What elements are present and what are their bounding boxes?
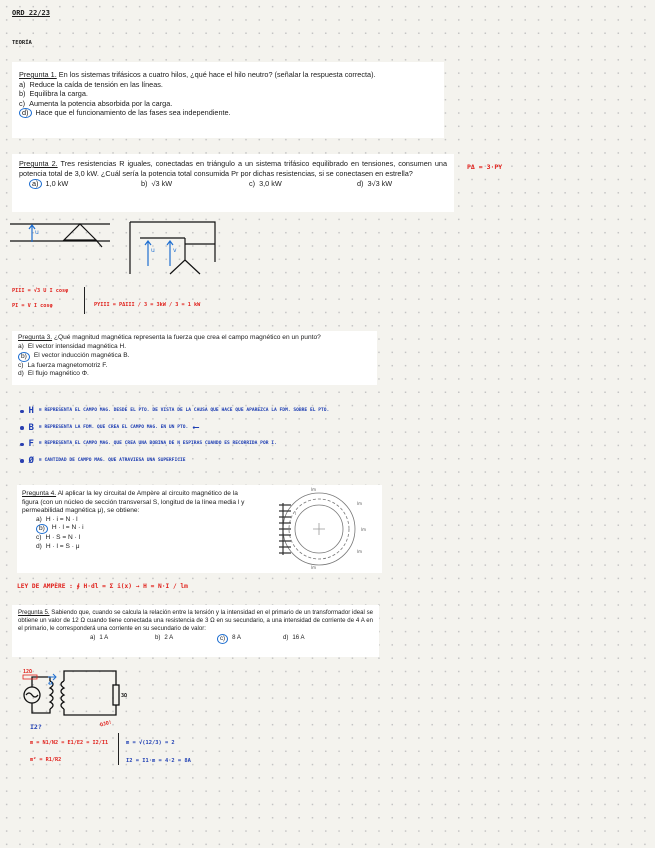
q4-option-a: a) H · i = N · l	[36, 515, 78, 523]
q5-r-primary: 12Ω	[23, 669, 33, 675]
q2-formula-three-phase: PIII = √3 U I cosφ	[12, 288, 69, 294]
question-2-card	[12, 154, 454, 212]
q5-ratio-1: m = N1/N2 = E1/E2 = I2/I1	[30, 740, 109, 746]
svg-text:lm: lm	[311, 487, 317, 492]
q5-unknown: I2?	[30, 723, 42, 731]
q4-magnetic-core-figure	[269, 487, 377, 571]
q3-note-h: H ≡ REPRESENTA EL CAMPO MAG. DESDE EL PTO. DE VISTA DE LA CAUSA QUE HACE QUE APAREZCA LA FDM. SOBRE EL PTO.	[20, 403, 329, 420]
q3-note-f: F ≡ REPRESENTA EL CAMPO MAG. QUE CREA UNA BOBINA DE N ESPIRAS CUANDO ES RECORRIDA POR I.	[20, 436, 329, 453]
q2-option-a: a) 1,0 kW	[19, 179, 141, 189]
q5-note: OJO!	[99, 719, 113, 729]
question-3-card	[12, 331, 377, 385]
q3-notes	[20, 403, 329, 469]
svg-text:lm: lm	[361, 527, 367, 532]
q3-option-d: d) El flujo magnético Φ.	[18, 370, 89, 378]
question-5-stem: Pregunta 5. Sabiendo que, cuando se calcula la relación entre la tensión y la intensidad en el primario de un transformador ideal se obtiene un valor de 12 Ω cuando tiene conectada una resistencia de 3 Ω en su secundario, a una intensidad de corriente de 4 A en el primario, le corresponderá una corriente en su secundario de valor:	[18, 609, 373, 633]
q5-divider	[118, 733, 119, 765]
q1-option-d: d) Hace que el funcionamiento de las fases sea independiente.	[19, 108, 437, 118]
q2-options	[19, 179, 447, 189]
question-1-card	[12, 62, 444, 138]
question-2-stem: Pregunta 2. Tres resistencias R iguales, conectadas en triángulo a un sistema trifásico equilibrado en tensiones, consumen una potencia total de 3,0 kW. ¿Cuál sería la potencia total consumida Pr por dichas resistencias, si se conectasen en estrella?	[19, 159, 448, 178]
q5-option-d: d) 16 A	[283, 633, 305, 641]
q2-diagram-label-v: v	[173, 247, 177, 254]
question-1-stem: Pregunta 1. En los sistemas trifásicos a cuatro hilos, ¿qué hace el hilo neutro? (señalar la respuesta correcta).	[19, 70, 376, 79]
q5-option-c: c) 8 A	[217, 634, 283, 644]
q3-option-b: b) El vector inducción magnética B.	[18, 352, 371, 362]
q5-transformer-circuit	[18, 665, 158, 717]
q5-ratio-2: m² = R1/R2	[30, 757, 62, 763]
q3-note-b: B ≡ REPRESENTA LA FDM. QUE CREA EL CAMPO MAG. EN UN PTO. ⟵	[20, 420, 329, 437]
q2-diagram-label-u2: u	[151, 247, 155, 254]
q5-option-a: a) 1 A	[90, 633, 109, 641]
q5-r-secondary: 3Ω	[121, 693, 128, 699]
q5-current: 4A	[48, 681, 53, 686]
svg-text:lm: lm	[357, 549, 363, 554]
question-3-stem: Pregunta 3. ¿Qué magnitud magnética representa la fuerza que crea el campo magnético en un punto?	[18, 334, 321, 341]
q4-option-d: d) H · l = S · μ	[36, 542, 80, 550]
q3-note-phi: Ø ≡ CANTIDAD DE CAMPO MAG. QUE ATRAVIESA UNA SUPERFICIE	[20, 453, 329, 470]
q2-formula-single-phase: PI = V I cosφ	[12, 303, 53, 309]
q2-circuit-diagrams	[10, 214, 230, 284]
q5-option-b: b) 2 A	[155, 633, 174, 641]
q4-ampere-law: LEY DE AMPÈRE : ∮ H·dl = Σ i(x) → H = N·I / lm	[17, 583, 188, 590]
svg-text:lm: lm	[311, 565, 317, 570]
question-5-card	[12, 605, 379, 657]
selected-answer-mark: d)	[19, 108, 32, 118]
q1-option-c: c) Aumenta la potencia absorbida por la carga.	[19, 98, 173, 108]
question-4-card	[17, 485, 382, 573]
q5-calc-2: I2 = I1·m = 4·2 = 8A	[126, 758, 191, 764]
q4-option-b: b) H · l = N · i	[36, 524, 377, 534]
q2-formula-divider	[84, 287, 85, 314]
svg-text:l: l	[295, 511, 297, 516]
svg-text:lm: lm	[357, 501, 363, 506]
q5-options	[18, 634, 373, 644]
q4-option-c: c) H · S = N · l	[36, 534, 81, 542]
q3-option-a: a) El vector intensidad magnética H.	[18, 342, 127, 350]
q2-formula-result: PYIII = PΔIII / 3 = 3kW / 3 = 1 kW	[94, 302, 201, 308]
q1-option-a: a) Reduce la caída de tensión en las líneas.	[19, 79, 163, 89]
question-4-stem: Pregunta 4. Al aplicar la ley circuital de Ampère al circuito magnético de la figura (con un núcleo de sección transversal S, longitud de la línea media l y permeabilidad magnética μ), se obtiene:	[22, 490, 245, 515]
page-subtitle: TEORÍA	[12, 40, 32, 46]
q2-option-c: c) 3,0 kW	[249, 179, 282, 189]
q5-calc-1: m = √(12/3) = 2	[126, 740, 175, 746]
q2-diagram-label-u: u	[35, 229, 39, 236]
q1-option-b: b) Equilibra la carga.	[19, 89, 88, 99]
q2-option-d: d) 3√3 kW	[357, 179, 393, 189]
q2-side-note: PΔ = 3·PY	[467, 163, 503, 171]
page-title: ORD 22/23	[12, 9, 50, 17]
q2-option-b: b) √3 kW	[141, 179, 173, 189]
q3-option-c: c) La fuerza magnetomotriz F.	[18, 361, 108, 369]
